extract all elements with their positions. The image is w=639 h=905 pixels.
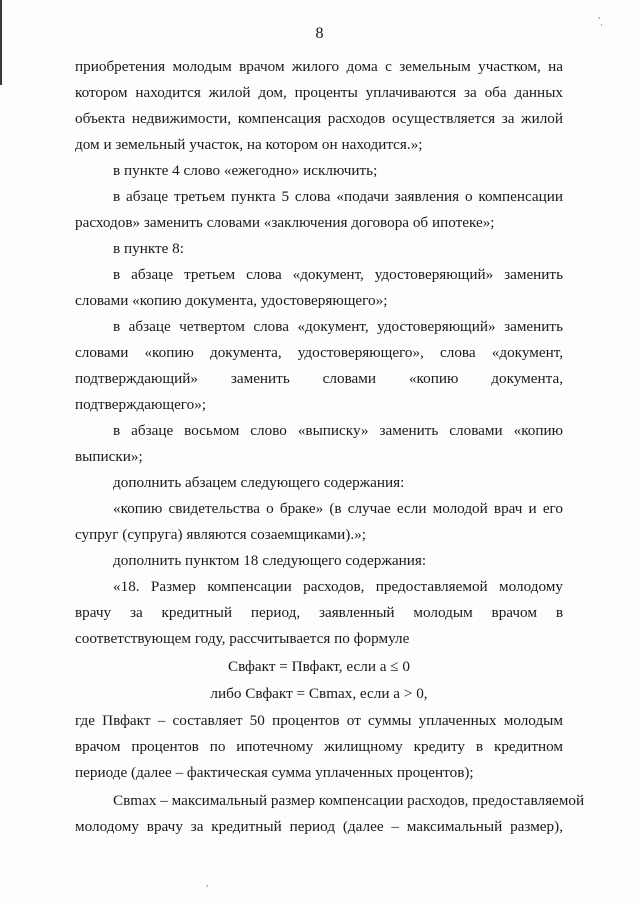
text-line: в абзаце восьмом слово «выписку» заменить словами «копию xyxy=(113,422,563,439)
text-line: словами «копию документа, удостоверяющего», слова «документ, xyxy=(75,344,563,361)
text-line: в абзаце четвертом слова «документ, удостоверяющий» заменить xyxy=(113,318,563,335)
text-line: в абзаце третьем слова «документ, удостоверяющий» заменить xyxy=(113,266,563,283)
text-line: дополнить пунктом 18 следующего содержания: xyxy=(113,552,427,569)
formula-line: Свфакт = Пвфакт, если a ≤ 0 xyxy=(227,658,411,675)
text-line: врачом процентов по ипотечному жилищному кредиту в кредитном xyxy=(75,738,563,755)
text-line: соответствующем году, рассчитывается по формуле xyxy=(75,630,410,647)
text-line: супруг (супруга) являются созаемщиками).»; xyxy=(75,526,366,543)
text-line: в пункте 4 слово «ежегодно» исключить; xyxy=(113,162,378,179)
scan-mark: , xyxy=(598,10,601,20)
formula-line: либо Свфакт = Свmax, если a > 0, xyxy=(210,685,428,702)
text-line: приобретения молодым врачом жилого дома с земельным участком, на xyxy=(75,58,563,75)
text-line: подтверждающего»; xyxy=(75,396,207,413)
text-line: «18. Размер компенсации расходов, предоставляемой молодому xyxy=(113,578,563,595)
scan-mark: · xyxy=(600,20,603,30)
text-line: молодому врачу за кредитный период (далее – максимальный размер), xyxy=(75,818,563,835)
text-line: врачу за кредитный период, заявленный молодым врачом в xyxy=(75,604,563,621)
text-line: Свmax – максимальный размер компенсации расходов, предоставляемой xyxy=(113,792,585,809)
scan-mark: , xyxy=(206,878,209,888)
text-line: где Пвфакт – составляет 50 процентов от суммы уплаченных молодым xyxy=(75,712,563,729)
text-line: выписки»; xyxy=(75,448,143,465)
text-line: котором находится жилой дом, проценты уплачиваются за оба данных xyxy=(75,84,563,101)
text-line: словами «копию документа, удостоверяющего»; xyxy=(75,292,388,309)
text-line: в пункте 8: xyxy=(113,240,184,257)
text-line: объекта недвижимости, компенсация расходов осуществляется за жилой xyxy=(75,110,563,127)
text-line: дом и земельный участок, на котором он находится.»; xyxy=(75,136,423,153)
text-line: в абзаце третьем пункта 5 слова «подачи заявления о компенсации xyxy=(113,188,563,205)
text-line: «копию свидетельства о браке» (в случае если молодой врач и его xyxy=(113,500,563,517)
text-line: дополнить абзацем следующего содержания: xyxy=(113,474,405,491)
page-number: 8 xyxy=(315,25,324,42)
text-line: расходов» заменить словами «заключения договора об ипотеке»; xyxy=(75,214,495,231)
text-line: периоде (далее – фактическая сумма уплаченных процентов); xyxy=(75,764,474,781)
text-line: подтверждающий» заменить словами «копию документа, xyxy=(75,370,563,387)
